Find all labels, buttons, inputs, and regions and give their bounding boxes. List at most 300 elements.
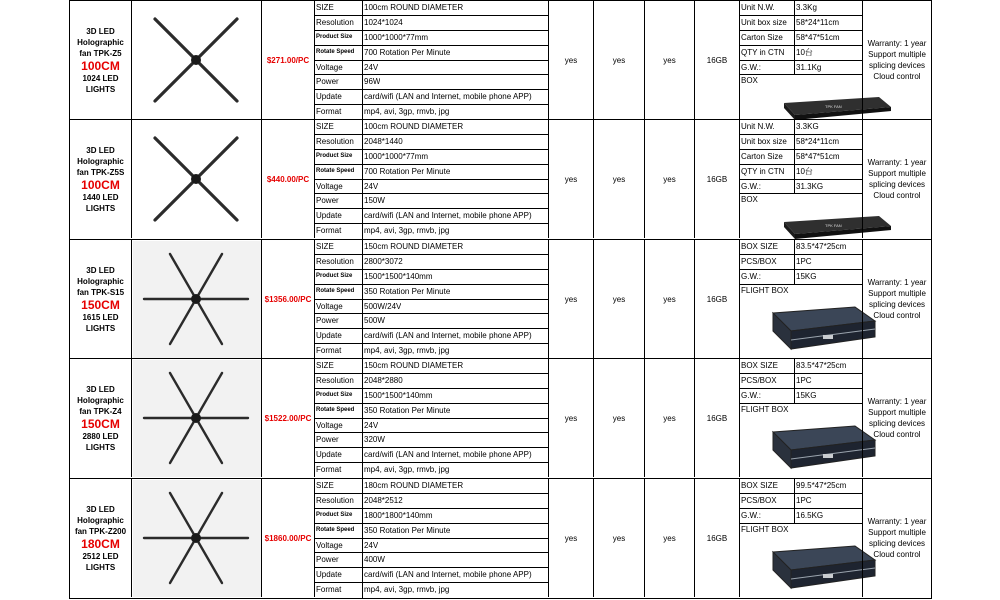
spec-key: Voltage: [315, 300, 363, 314]
spec-row: [315, 314, 548, 329]
spec-row: [315, 374, 548, 389]
spec-value: card/wifi (LAN and Internet, mobile phone APP): [364, 211, 532, 221]
warranty-cell: [862, 120, 931, 238]
spec-row: [315, 433, 548, 448]
spec-row: [315, 150, 548, 165]
feature-yes-3: yes: [644, 359, 694, 477]
spec-value: 1500*1500*140mm: [364, 271, 433, 281]
packing-row: [740, 180, 862, 195]
product-name-cell: [70, 120, 131, 238]
packing-key: Unit N.W.: [740, 1, 795, 15]
spec-key: Rotate Speed: [315, 165, 363, 179]
warranty-cell: [862, 359, 931, 477]
spec-value: 100cm ROUND DIAMETER: [364, 3, 464, 12]
product-row: [70, 478, 931, 597]
spec-key: Resolution: [315, 135, 363, 149]
spec-value: 400W: [364, 555, 385, 565]
price-label: $440.00/PC: [261, 120, 314, 238]
feature-yes-2: yes: [593, 240, 644, 358]
product-name-line: 3D LED: [86, 26, 115, 36]
warranty-line: splicing devices: [868, 180, 926, 189]
spec-value: 96W: [364, 77, 381, 87]
spec-key: Power: [315, 194, 363, 208]
warranty-line: splicing devices: [868, 419, 926, 428]
spec-value: card/wifi (LAN and Internet, mobile phone APP): [364, 92, 532, 102]
spec-table: [314, 240, 548, 358]
warranty-cell: [862, 240, 931, 358]
warranty-line: Warranty: 1 year: [867, 39, 927, 48]
packing-key: G.W.:: [740, 509, 795, 523]
spec-table: [314, 359, 548, 477]
product-name-line: fan TPK-Z4: [79, 406, 122, 416]
packing-table: [739, 240, 862, 358]
packing-row: [740, 165, 862, 180]
warranty-line: splicing devices: [868, 539, 926, 548]
packing-row: [740, 120, 862, 135]
spec-value: 2048*2512: [364, 495, 403, 505]
spec-value: 350 Rotation Per Minute: [364, 286, 451, 296]
product-lights-line: LIGHTS: [85, 562, 116, 572]
packing-row: [740, 135, 862, 150]
packing-key: G.W.:: [740, 270, 795, 284]
packing-value: 58*24*11cm: [796, 136, 839, 146]
product-name-line: fan TPK-Z5: [79, 48, 122, 58]
spec-row: [315, 583, 548, 598]
spec-value: 700 Rotation Per Minute: [364, 166, 451, 176]
packing-box-label: FLIGHT BOX: [741, 524, 789, 534]
packing-key: G.W.:: [740, 61, 795, 75]
packing-value: 10台: [796, 166, 813, 176]
spec-row: [315, 463, 548, 478]
warranty-line: Support multiple: [868, 528, 926, 537]
packing-box-area: [740, 404, 862, 472]
product-name-line: Holographic: [77, 37, 124, 47]
spec-row: [315, 344, 548, 359]
feature-yes-2: yes: [593, 479, 644, 597]
packing-box-area: [740, 285, 862, 353]
spec-value: card/wifi (LAN and Internet, mobile phone APP): [364, 450, 532, 460]
packing-box-area: [740, 194, 862, 242]
product-name-line: 3D LED: [86, 384, 115, 394]
packing-value: 31.3KG: [796, 181, 824, 191]
packing-key: BOX SIZE: [740, 359, 795, 373]
spec-key: Rotate Speed: [315, 285, 363, 299]
packing-value: 83.5*47*25cm: [796, 242, 847, 251]
spec-value: mp4, avi, 3gp, rmvb, jpg: [364, 226, 450, 236]
product-name-line: Holographic: [77, 276, 124, 286]
product-image: [131, 1, 261, 119]
spec-key: Resolution: [315, 494, 363, 508]
warranty-line: Warranty: 1 year: [867, 158, 927, 167]
product-name-line: Holographic: [77, 515, 124, 525]
spec-row: [315, 329, 548, 344]
packing-row: [740, 509, 862, 524]
packing-value: 99.5*47*25cm: [796, 481, 847, 490]
spec-row: [315, 31, 548, 46]
product-lights-line: 2880 LED: [82, 431, 119, 441]
packing-box-label: FLIGHT BOX: [741, 285, 789, 295]
spec-row: [315, 404, 548, 419]
memory-label: 16GB: [694, 479, 739, 597]
spec-value: 500W/24V: [364, 301, 402, 311]
svg-text:TPK FAN: TPK FAN: [825, 223, 842, 229]
product-name-line: fan TPK-Z5S: [76, 167, 125, 177]
warranty-line: Cloud control: [873, 72, 921, 81]
feature-yes-3: yes: [644, 479, 694, 597]
spec-value: card/wifi (LAN and Internet, mobile phone APP): [364, 331, 532, 341]
spec-key: Power: [315, 433, 363, 447]
spec-row: [315, 209, 548, 224]
spec-key: Update: [315, 568, 363, 582]
spec-row: [315, 16, 548, 31]
packing-row: [740, 61, 862, 76]
spec-value: 24V: [364, 540, 379, 550]
spec-row: [315, 359, 548, 374]
product-size-label: 150CM: [81, 297, 120, 312]
spec-row: [315, 194, 548, 209]
spec-value: 500W: [364, 316, 385, 326]
warranty-text: [868, 516, 927, 560]
product-lights-line: LIGHTS: [85, 203, 116, 213]
spec-row: [315, 553, 548, 568]
spec-row: [315, 448, 548, 463]
spec-value: mp4, avi, 3gp, rmvb, jpg: [364, 346, 450, 356]
spec-row: [315, 270, 548, 285]
spec-key: SIZE: [315, 359, 363, 373]
spec-key: Format: [315, 583, 363, 598]
packing-value: 3.3KG: [796, 122, 819, 131]
spec-value: 24V: [364, 62, 379, 72]
holographic-fan-image: [133, 480, 261, 597]
spec-key: Voltage: [315, 61, 363, 75]
packing-value: 1PC: [796, 375, 812, 385]
spec-key: Rotate Speed: [315, 524, 363, 538]
product-lights-line: 1440 LED: [82, 192, 119, 202]
packing-row: [740, 31, 862, 46]
product-image: [131, 120, 261, 238]
product-name-line: 3D LED: [86, 265, 115, 275]
packing-value: 10台: [796, 47, 813, 57]
spec-key: Resolution: [315, 255, 363, 269]
feature-yes-3: yes: [644, 240, 694, 358]
warranty-line: Cloud control: [873, 430, 921, 439]
product-lights-line: LIGHTS: [85, 442, 116, 452]
packing-table: [739, 1, 862, 119]
warranty-line: Warranty: 1 year: [867, 397, 927, 406]
spec-row: [315, 75, 548, 90]
spec-value: 100cm ROUND DIAMETER: [364, 122, 464, 131]
packing-key: G.W.:: [740, 389, 795, 403]
packing-key: PCS/BOX: [740, 494, 795, 508]
packing-key: BOX SIZE: [740, 240, 795, 254]
warranty-cell: [862, 479, 931, 597]
warranty-text: [868, 396, 927, 440]
packing-table: [739, 120, 862, 238]
warranty-line: Cloud control: [873, 311, 921, 320]
spec-value: 350 Rotation Per Minute: [364, 525, 451, 535]
spec-key: Update: [315, 329, 363, 343]
feature-yes-1: yes: [548, 479, 593, 597]
packing-value: 31.1Kg: [796, 62, 822, 72]
feature-yes-2: yes: [593, 1, 644, 119]
product-row: [70, 0, 931, 119]
packing-row: [740, 270, 862, 285]
spec-value: 320W: [364, 435, 385, 445]
product-name-cell: [70, 479, 131, 597]
packing-value: 15KG: [796, 271, 817, 281]
spec-row: [315, 46, 548, 61]
spec-key: Format: [315, 463, 363, 478]
packing-key: Unit box size: [740, 16, 795, 30]
spec-row: [315, 285, 548, 300]
feature-yes-1: yes: [548, 359, 593, 477]
packing-key: G.W.:: [740, 180, 795, 194]
spec-value: 1500*1500*140mm: [364, 390, 433, 400]
product-size-label: 150CM: [81, 416, 120, 431]
packing-row: [740, 1, 862, 16]
spec-value: 2048*1440: [364, 136, 403, 146]
product-lights-line: LIGHTS: [85, 323, 116, 333]
warranty-line: Support multiple: [868, 408, 926, 417]
warranty-text: [868, 277, 927, 321]
holographic-fan-image: [133, 360, 261, 477]
product-lights-line: 1615 LED: [82, 312, 119, 322]
warranty-line: Support multiple: [868, 289, 926, 298]
product-image: [131, 359, 261, 477]
product-row: [70, 119, 931, 238]
spec-key: Power: [315, 314, 363, 328]
spec-row: [315, 90, 548, 105]
spec-value: 2800*3072: [364, 256, 403, 266]
holographic-fan-image: [133, 121, 261, 238]
packing-key: BOX SIZE: [740, 479, 795, 493]
spec-value: 150cm ROUND DIAMETER: [364, 242, 464, 251]
product-lights-line: 1024 LED: [82, 73, 119, 83]
packing-row: [740, 494, 862, 509]
spec-value: 1000*1000*77mm: [364, 151, 429, 161]
spec-row: [315, 568, 548, 583]
feature-yes-3: yes: [644, 1, 694, 119]
product-name-line: fan TPK-Z200: [74, 526, 127, 536]
spec-key: SIZE: [315, 120, 363, 134]
spec-key: Update: [315, 209, 363, 223]
spec-value: card/wifi (LAN and Internet, mobile phone APP): [364, 570, 532, 580]
packing-box-label: BOX: [741, 76, 758, 86]
feature-yes-1: yes: [548, 1, 593, 119]
spec-value: 700 Rotation Per Minute: [364, 47, 451, 57]
spec-row: [315, 240, 548, 255]
spec-key: Product Size: [315, 509, 363, 523]
warranty-line: splicing devices: [868, 300, 926, 309]
packing-value: 16.5KG: [796, 510, 824, 520]
packing-row: [740, 240, 862, 255]
spec-row: [315, 419, 548, 434]
spec-key: Format: [315, 224, 363, 239]
warranty-text: [868, 38, 927, 82]
product-row: [70, 358, 931, 477]
spec-row: [315, 479, 548, 494]
feature-yes-3: yes: [644, 120, 694, 238]
spec-value: mp4, avi, 3gp, rmvb, jpg: [364, 107, 450, 117]
spec-row: [315, 120, 548, 135]
packing-table: [739, 359, 862, 477]
spec-key: Product Size: [315, 31, 363, 45]
spec-row: [315, 135, 548, 150]
spec-key: SIZE: [315, 479, 363, 493]
product-lights-line: LIGHTS: [85, 84, 116, 94]
spec-row: [315, 105, 548, 120]
memory-label: 16GB: [694, 240, 739, 358]
packing-box-label: BOX: [741, 195, 758, 205]
product-size-label: 180CM: [81, 536, 120, 551]
spec-row: [315, 300, 548, 315]
spec-value: 150cm ROUND DIAMETER: [364, 361, 464, 370]
spec-value: 1024*1024: [364, 17, 403, 27]
spec-key: Rotate Speed: [315, 404, 363, 418]
svg-text:TPK FAN: TPK FAN: [825, 104, 842, 110]
spec-key: Power: [315, 553, 363, 567]
price-label: $1860.00/PC: [261, 479, 314, 597]
packing-key: Carton Size: [740, 150, 795, 164]
spec-key: Product Size: [315, 270, 363, 284]
product-image: [131, 240, 261, 358]
product-image: [131, 479, 261, 597]
spec-value: 1800*1800*140mm: [364, 510, 433, 520]
spec-value: 350 Rotation Per Minute: [364, 405, 451, 415]
packing-row: [740, 479, 862, 494]
warranty-line: Warranty: 1 year: [867, 517, 927, 526]
packing-box-area: [740, 75, 862, 123]
memory-label: 16GB: [694, 1, 739, 119]
packing-row: [740, 150, 862, 165]
packing-box-area: [740, 524, 862, 592]
feature-yes-1: yes: [548, 120, 593, 238]
warranty-line: Cloud control: [873, 191, 921, 200]
spec-value: 150W: [364, 196, 385, 206]
spec-key: SIZE: [315, 1, 363, 15]
packing-value: 83.5*47*25cm: [796, 361, 847, 370]
packing-key: PCS/BOX: [740, 255, 795, 269]
packing-row: [740, 389, 862, 404]
spec-row: [315, 1, 548, 16]
feature-yes-2: yes: [593, 120, 644, 238]
spec-row: [315, 389, 548, 404]
packing-key: Unit N.W.: [740, 120, 795, 134]
packing-value: 3.3Kg: [796, 3, 817, 12]
packing-row: [740, 46, 862, 61]
packing-value: 1PC: [796, 495, 812, 505]
spec-value: 24V: [364, 420, 379, 430]
product-name-cell: [70, 359, 131, 477]
packing-key: QTY in CTN: [740, 46, 795, 60]
packing-value: 15KG: [796, 390, 817, 400]
product-name-cell: [70, 240, 131, 358]
product-size-label: 100CM: [81, 58, 120, 73]
warranty-line: Cloud control: [873, 550, 921, 559]
spec-key: Update: [315, 448, 363, 462]
spec-key: Voltage: [315, 419, 363, 433]
packing-value: 58*47*51cm: [796, 32, 840, 42]
spec-value: 2048*2880: [364, 375, 403, 385]
packing-box-label: FLIGHT BOX: [741, 404, 789, 414]
spec-key: Resolution: [315, 16, 363, 30]
spec-key: Format: [315, 105, 363, 120]
product-name-line: Holographic: [77, 395, 124, 405]
spec-key: SIZE: [315, 240, 363, 254]
holographic-fan-image: [133, 2, 261, 119]
packing-value: 58*47*51cm: [796, 151, 840, 161]
product-size-label: 100CM: [81, 177, 120, 192]
memory-label: 16GB: [694, 359, 739, 477]
spec-table: [314, 479, 548, 597]
price-label: $271.00/PC: [261, 1, 314, 119]
spec-key: Update: [315, 90, 363, 104]
spec-row: [315, 539, 548, 554]
packing-row: [740, 16, 862, 31]
packing-value: 1PC: [796, 256, 812, 266]
product-name-line: 3D LED: [86, 504, 115, 514]
spec-key: Voltage: [315, 539, 363, 553]
feature-yes-2: yes: [593, 359, 644, 477]
spec-value: mp4, avi, 3gp, rmvb, jpg: [364, 465, 450, 475]
spec-row: [315, 255, 548, 270]
spec-row: [315, 524, 548, 539]
product-name-line: fan TPK-S15: [76, 287, 125, 297]
product-name-cell: [70, 1, 131, 119]
packing-table: [739, 479, 862, 597]
packing-row: [740, 255, 862, 270]
packing-key: Carton Size: [740, 31, 795, 45]
spec-key: Product Size: [315, 150, 363, 164]
spec-key: Power: [315, 75, 363, 89]
spec-value: mp4, avi, 3gp, rmvb, jpg: [364, 585, 450, 595]
packing-key: QTY in CTN: [740, 165, 795, 179]
packing-row: [740, 374, 862, 389]
packing-key: Unit box size: [740, 135, 795, 149]
spec-row: [315, 165, 548, 180]
price-label: $1356.00/PC: [261, 240, 314, 358]
warranty-line: Support multiple: [868, 50, 926, 59]
spec-table: [314, 1, 548, 119]
spec-key: Resolution: [315, 374, 363, 388]
product-name-line: 3D LED: [86, 145, 115, 155]
spec-row: [315, 494, 548, 509]
packing-value: 58*24*11cm: [796, 17, 839, 27]
product-row: [70, 239, 931, 358]
product-name-line: Holographic: [77, 156, 124, 166]
spec-row: [315, 61, 548, 76]
feature-yes-1: yes: [548, 240, 593, 358]
spec-table: [314, 120, 548, 238]
warranty-line: splicing devices: [868, 61, 926, 70]
price-label: $1522.00/PC: [261, 359, 314, 477]
packing-key: PCS/BOX: [740, 374, 795, 388]
memory-label: 16GB: [694, 120, 739, 238]
spec-row: [315, 224, 548, 239]
warranty-text: [868, 157, 927, 201]
warranty-line: Support multiple: [868, 169, 926, 178]
product-lights-line: 2512 LED: [82, 551, 119, 561]
spec-row: [315, 509, 548, 524]
spec-value: 1000*1000*77mm: [364, 32, 429, 42]
spec-value: 24V: [364, 181, 379, 191]
spec-key: Rotate Speed: [315, 46, 363, 60]
product-price-table: [69, 0, 932, 599]
spec-row: [315, 180, 548, 195]
packing-row: [740, 359, 862, 374]
warranty-cell: [862, 1, 931, 119]
spec-key: Voltage: [315, 180, 363, 194]
